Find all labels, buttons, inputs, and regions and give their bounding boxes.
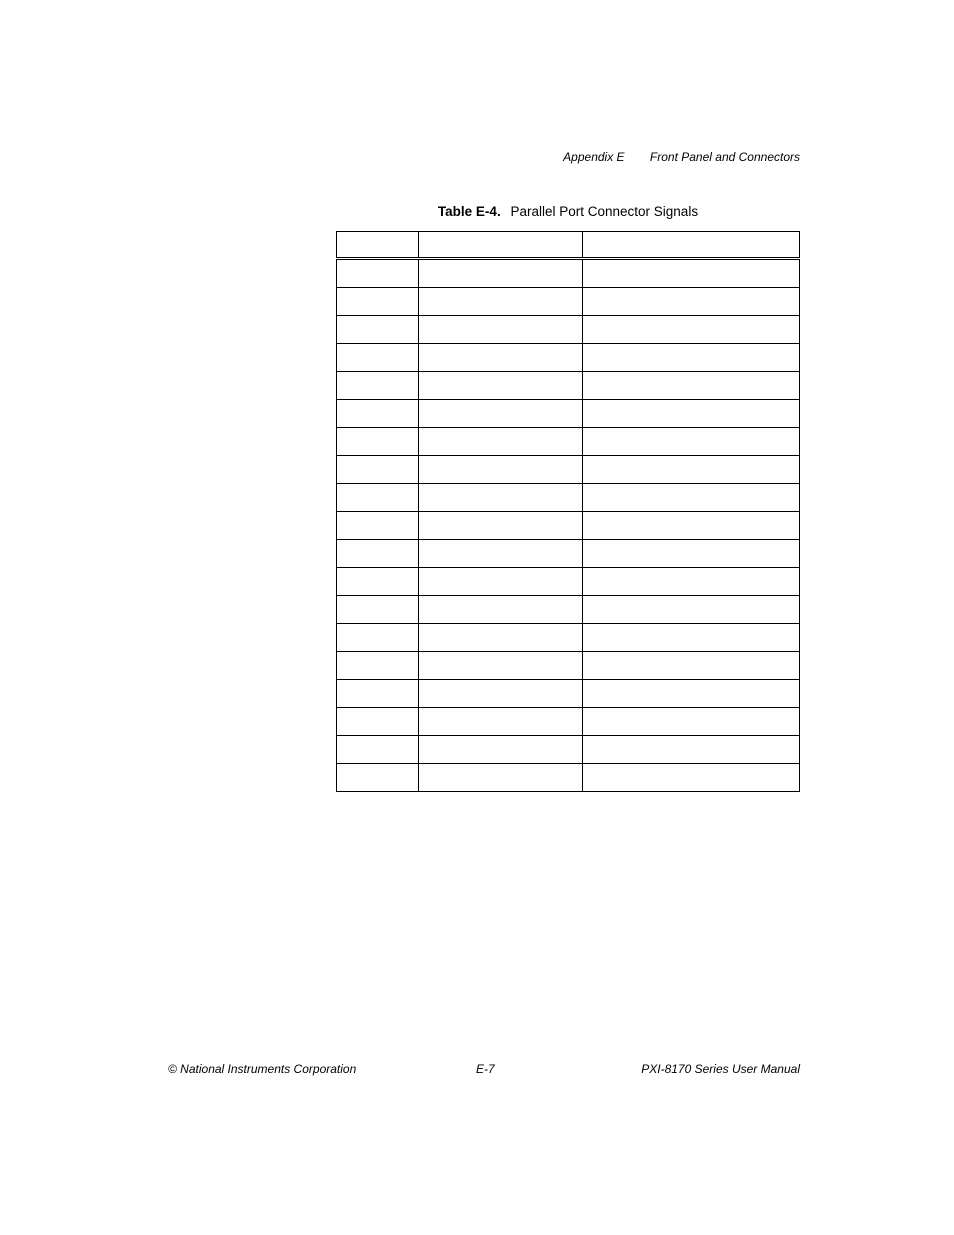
table-cell bbox=[337, 316, 419, 344]
table-cell bbox=[582, 736, 799, 764]
table-row bbox=[337, 372, 800, 400]
table-caption-title: Parallel Port Connector Signals bbox=[510, 204, 699, 219]
table-cell bbox=[582, 372, 799, 400]
table-cell bbox=[582, 708, 799, 736]
header-section: Front Panel and Connectors bbox=[649, 150, 800, 164]
footer-page-number: E-7 bbox=[476, 1062, 495, 1076]
table-cell bbox=[337, 344, 419, 372]
table-cell bbox=[418, 400, 582, 428]
table-cell bbox=[418, 680, 582, 708]
table-row bbox=[337, 680, 800, 708]
table-cell bbox=[582, 568, 799, 596]
table-cell bbox=[582, 484, 799, 512]
table-cell bbox=[582, 288, 799, 316]
table-header-row bbox=[337, 232, 800, 259]
table-cell bbox=[337, 652, 419, 680]
table-row bbox=[337, 400, 800, 428]
table-cell bbox=[582, 764, 799, 792]
table-cell bbox=[418, 456, 582, 484]
table-cell bbox=[418, 372, 582, 400]
table-header-cell bbox=[582, 232, 799, 259]
table-header-cell bbox=[337, 232, 419, 259]
table-caption bbox=[336, 204, 800, 219]
table-cell bbox=[337, 568, 419, 596]
table-cell bbox=[418, 512, 582, 540]
table-cell bbox=[337, 512, 419, 540]
table-caption-number: Table E-4. bbox=[437, 204, 501, 219]
table-cell bbox=[337, 624, 419, 652]
table-cell bbox=[582, 400, 799, 428]
table-row bbox=[337, 456, 800, 484]
table-row bbox=[337, 344, 800, 372]
table-cell bbox=[337, 764, 419, 792]
footer-manual-title: PXI-8170 Series User Manual bbox=[641, 1062, 800, 1076]
table-row bbox=[337, 624, 800, 652]
table-row bbox=[337, 428, 800, 456]
table-cell bbox=[418, 652, 582, 680]
header-appendix: Appendix E bbox=[563, 150, 625, 164]
table-cell bbox=[337, 400, 419, 428]
parallel-port-signal-table bbox=[336, 231, 800, 792]
table-row bbox=[337, 568, 800, 596]
table-row bbox=[337, 736, 800, 764]
table-cell bbox=[418, 428, 582, 456]
table-cell bbox=[418, 736, 582, 764]
table-row bbox=[337, 484, 800, 512]
table-cell bbox=[418, 540, 582, 568]
table-cell bbox=[337, 372, 419, 400]
table-cell bbox=[418, 764, 582, 792]
table-cell bbox=[582, 624, 799, 652]
table-cell bbox=[418, 596, 582, 624]
table-row bbox=[337, 540, 800, 568]
table-cell bbox=[582, 259, 799, 288]
table-cell bbox=[418, 708, 582, 736]
table-cell bbox=[582, 316, 799, 344]
running-header bbox=[563, 150, 800, 164]
table-cell bbox=[418, 316, 582, 344]
table-row bbox=[337, 596, 800, 624]
table-row bbox=[337, 259, 800, 288]
table-cell bbox=[337, 484, 419, 512]
table-cell bbox=[337, 428, 419, 456]
table-row bbox=[337, 764, 800, 792]
table-cell bbox=[582, 652, 799, 680]
table-cell bbox=[582, 344, 799, 372]
table-cell bbox=[582, 456, 799, 484]
table-cell bbox=[337, 596, 419, 624]
table-cell bbox=[582, 540, 799, 568]
table-cell bbox=[418, 484, 582, 512]
table-cell bbox=[337, 540, 419, 568]
table-row bbox=[337, 512, 800, 540]
table-cell bbox=[337, 259, 419, 288]
table-cell bbox=[582, 512, 799, 540]
table-cell bbox=[418, 568, 582, 596]
table-cell bbox=[337, 288, 419, 316]
table-cell bbox=[582, 596, 799, 624]
table-row bbox=[337, 288, 800, 316]
table-cell bbox=[582, 428, 799, 456]
table-row bbox=[337, 316, 800, 344]
table-cell bbox=[337, 708, 419, 736]
table-row bbox=[337, 708, 800, 736]
table-cell bbox=[418, 259, 582, 288]
table-cell bbox=[337, 680, 419, 708]
table-cell bbox=[418, 288, 582, 316]
table-header-cell bbox=[418, 232, 582, 259]
table-cell bbox=[337, 456, 419, 484]
table-cell bbox=[337, 736, 419, 764]
table-row bbox=[337, 652, 800, 680]
table-cell bbox=[418, 344, 582, 372]
table-cell bbox=[418, 624, 582, 652]
table-cell bbox=[582, 680, 799, 708]
footer-copyright: © National Instruments Corporation bbox=[168, 1062, 357, 1076]
